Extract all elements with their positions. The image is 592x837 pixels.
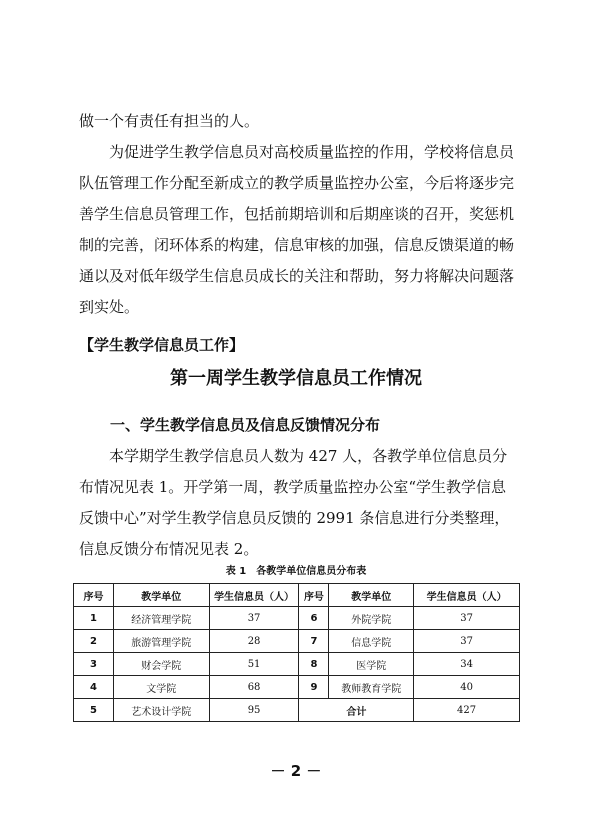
cell-count: 28 <box>209 630 299 653</box>
header-seq-2: 序号 <box>299 584 329 607</box>
paragraph-3: 本学期学生教学信息员人数为 427 人，各教学单位信息员分布情况见表 1。开学第一周，教学质量监控办公室“学生教学信息反馈中心”对学生教学信息员反馈的 2991 条信息进行分类整理，信息反馈分布情况见表 2。 <box>79 447 510 558</box>
cell-seq: 8 <box>299 653 329 676</box>
table-row <box>74 607 520 630</box>
cell-seq: 2 <box>74 630 114 653</box>
cell-seq: 5 <box>74 699 114 722</box>
cell-unit: 医学院 <box>329 653 414 676</box>
cell-seq: 1 <box>74 607 114 630</box>
cell-unit: 文学院 <box>113 676 209 699</box>
paragraph-1: 做一个有责任有担当的人。 <box>79 112 260 130</box>
cell-seq: 6 <box>299 607 329 630</box>
table-row <box>74 653 520 676</box>
distribution-table <box>73 583 520 722</box>
cell-seq: 4 <box>74 676 114 699</box>
cell-count: 68 <box>209 676 299 699</box>
cell-unit: 信息学院 <box>329 630 414 653</box>
cell-count: 34 <box>414 653 520 676</box>
cell-count: 95 <box>209 699 299 722</box>
cell-unit: 财会学院 <box>113 653 209 676</box>
header-count-2: 学生信息员（人） <box>414 584 520 607</box>
table-row <box>74 630 520 653</box>
cell-count: 51 <box>209 653 299 676</box>
cell-count: 40 <box>414 676 520 699</box>
cell-seq: 9 <box>299 676 329 699</box>
header-unit-2: 教学单位 <box>329 584 414 607</box>
cell-unit: 教师教育学院 <box>329 676 414 699</box>
header-unit-1: 教学单位 <box>113 584 209 607</box>
heading-1: 一、学生教学信息员及信息反馈情况分布 <box>110 416 381 434</box>
cell-unit: 旅游管理学院 <box>113 630 209 653</box>
main-title: 第一周学生教学信息员工作情况 <box>170 368 422 389</box>
cell-unit: 外院学院 <box>329 607 414 630</box>
table-caption: 表 1 各教学单位信息员分布表 <box>225 566 367 577</box>
table-row <box>74 676 520 699</box>
cell-unit: 经济管理学院 <box>113 607 209 630</box>
page-number: － 2 － <box>270 762 322 780</box>
total-label: 合计 <box>299 699 414 722</box>
section-tag: 【学生教学信息员工作】 <box>79 336 245 354</box>
cell-seq: 7 <box>299 630 329 653</box>
paragraph-2: 为促进学生教学信息员对高校质量监控的作用，学校将信息员队伍管理工作分配至新成立的教学质量监控办公室，今后将逐步完善学生信息员管理工作，包括前期培训和后期座谈的召开，奖惩机制的完善，闭环体系的构建，信息审核的加强，信息反馈渠道的畅通以及对低年级学生信息员成长的关注和帮助，努力将解决问题落到实处。 <box>79 143 515 316</box>
cell-unit: 艺术设计学院 <box>113 699 209 722</box>
cell-count: 37 <box>209 607 299 630</box>
cell-count: 37 <box>414 607 520 630</box>
total-value: 427 <box>414 699 520 722</box>
table-header-row <box>74 584 520 607</box>
header-seq-1: 序号 <box>74 584 114 607</box>
header-count-1: 学生信息员（人） <box>209 584 299 607</box>
table-row <box>74 699 520 722</box>
cell-count: 37 <box>414 630 520 653</box>
cell-seq: 3 <box>74 653 114 676</box>
